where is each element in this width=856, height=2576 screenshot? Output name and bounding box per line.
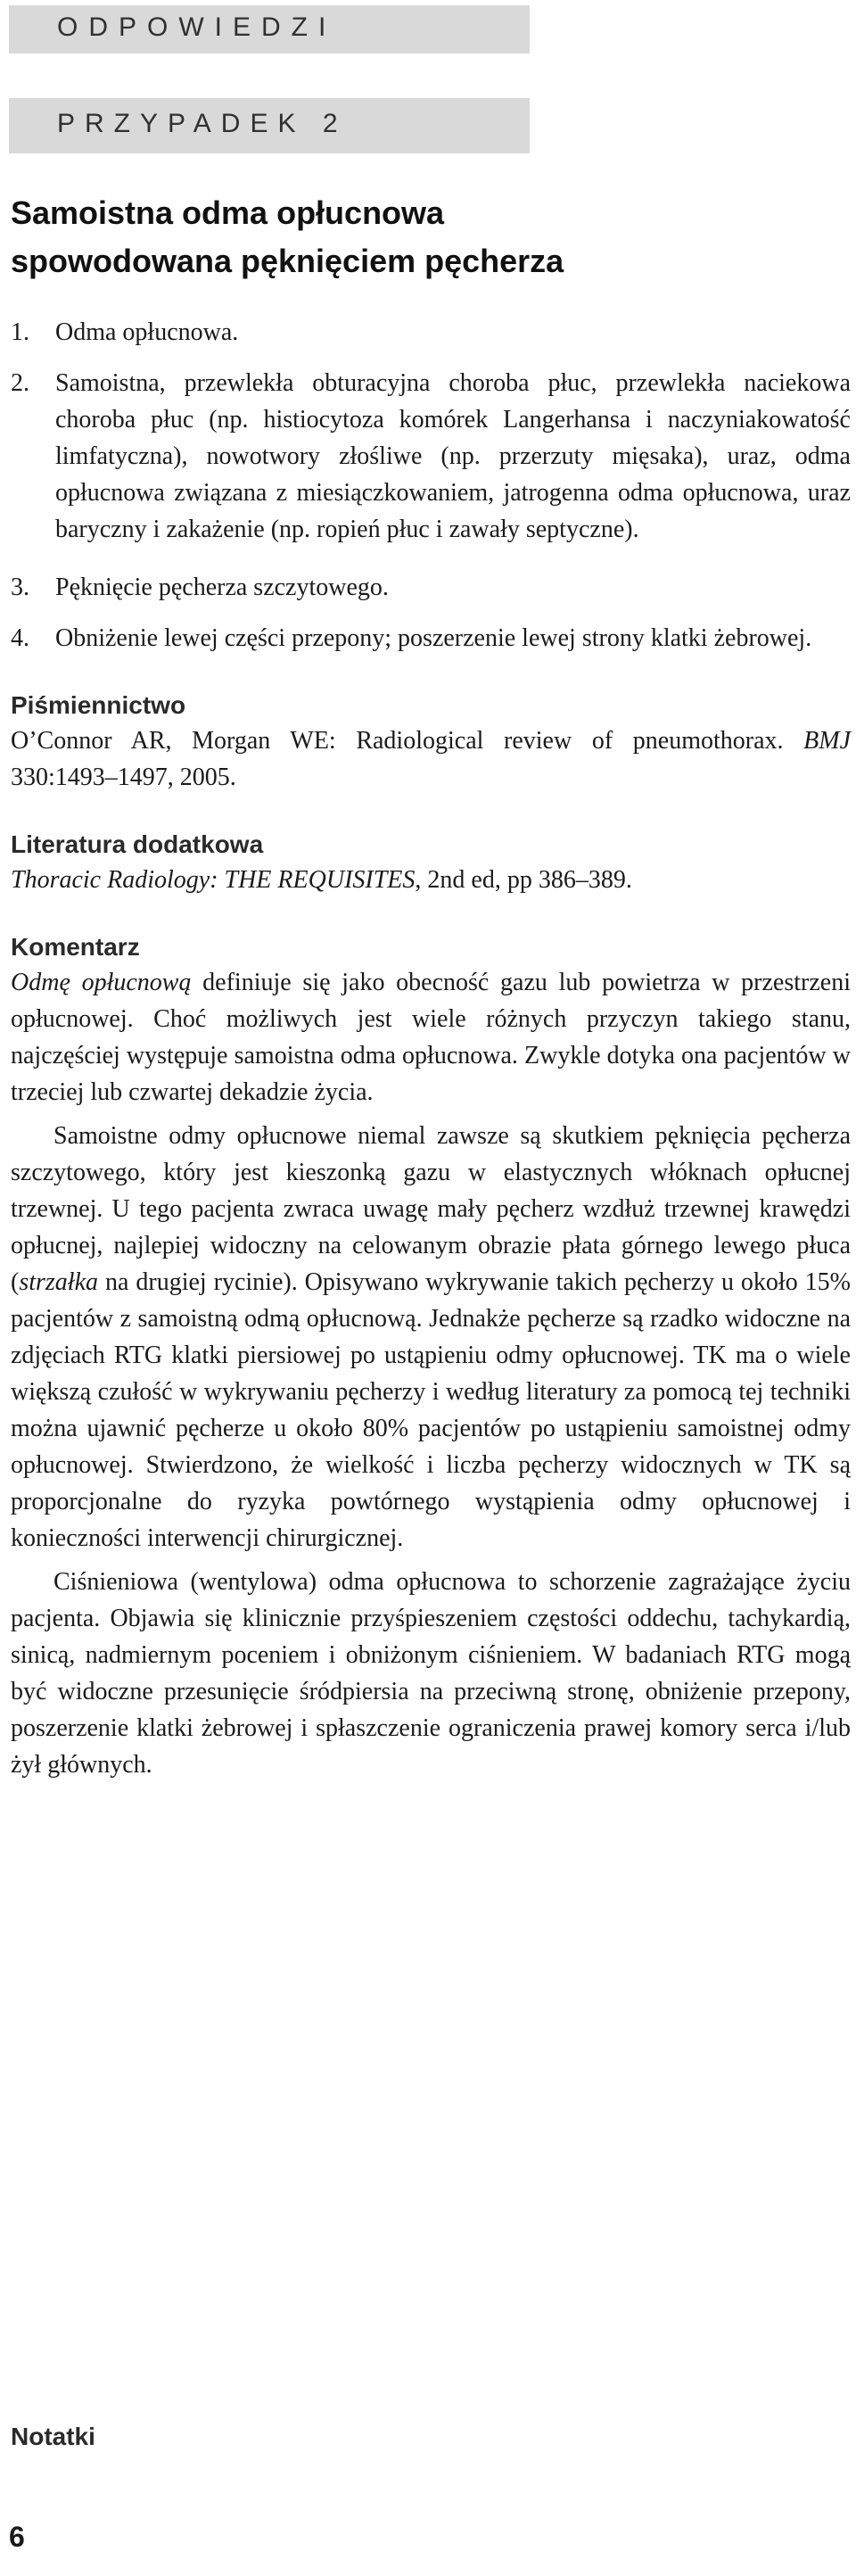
commentary-text: na drugiej rycinie). Opisywano wykrywanie takich pęcherzy u około 15% pacjentów z samoistną odmą opłucnową. Jednakże pęcherze są rzadko widoczne na zdjęciach RTG klatki piersiowej po ustąpieniu odmy opłucnowej. TK ma o wiele większą czułość w wykrywaniu pęcherzy i według literatury za pomocą tej techniki można ujawnić pęcherze u około 80% pacjentów po ustąpieniu samoistnej odmy opłucnowej. Stwierdzono, że wielkość i liczba pęcherzy widocznych w TK są proporcjonalne do ryzyka powtórnego wystąpienia odmy opłucnowej i konieczności interwencji chirurgicznej.: [11, 1268, 851, 1552]
commentary-arrow-term: strzałka: [19, 1268, 99, 1296]
reference-text: O’Connor AR, Morgan WE: Radiological review of pneumothorax.: [11, 727, 804, 755]
title-line-1: Samoistna odma opłucnowa: [11, 194, 445, 231]
answer-number: 3.: [11, 574, 29, 601]
notes-heading: Notatki: [11, 2423, 95, 2450]
commentary-paragraph-3: Ciśnieniowa (wentylowa) odma opłucnowa to schorzenie zagrażające życiu pacjenta. Objawia się klinicznie przyśpieszeniem częstości oddechu, tachykardią, sinicą, nadmiernym poceniem i obniżonym ciśnieniem. W badaniach RTG mogą być widoczne przesunięcie śródpiersia na przeciwną stronę, obniżenie przepony, poszerzenie klatki żebrowej i spłaszczenie ograniczenia prawej komory serca i/lub żył głównych.: [11, 1568, 851, 1779]
reference-citation: 330:1493–1497, 2005.: [11, 764, 236, 791]
further-reading-details: , 2nd ed, pp 386–389.: [415, 866, 632, 894]
page-number: 6: [9, 2521, 25, 2553]
section-header-bar: [9, 5, 530, 54]
further-reading-body: [11, 862, 851, 898]
references-body: [11, 722, 851, 796]
answer-text: Samoistna, przewlekła obturacyjna choroba płuc, przewlekła naciekowa choroba płuc (np. histiocytoza komórek Langerhansa i naczyniakowatość limfatyczna), nowotwory złośliwe (np. przerzuty mięsaka), uraz, odma opłucnowa związana z miesiączkowaniem, jatrogenna odma opłucnowa, uraz baryczny i zakażenie (np. ropień płuc i zawały septyczne).: [55, 369, 851, 543]
commentary-text: Samoistne odmy opłucnowe niemal zawsze są skutkiem pęknięcia pęcherza szczytowego, który jest kieszonką gazu w elastycznych włóknach opłucnej trzewnej. U tego pacjenta zwraca uwagę mały pęcherz wzdłuż trzewnej krawędzi opłucnej, najlepiej widoczny na celowanym obrazie płata górnego lewego płuca (: [11, 1122, 851, 1296]
commentary-text: definiuje się jako obecność gazu lub powietrza w przestrzeni opłucnowej. Choć możliwych jest wiele różnych przyczyn takiego stanu, najczęściej występuje samoistna odma opłucnowa. Zwykle dotyka ona pacjentów w trzeciej lub czwartej dekadzie życia.: [11, 969, 851, 1106]
answer-number: 4.: [11, 624, 29, 652]
commentary-paragraph-2: [11, 1118, 851, 1556]
commentary-paragraph-1: [11, 964, 851, 1110]
answer-item: [11, 569, 851, 606]
case-header-bar: [9, 98, 530, 153]
answer-item: [11, 365, 851, 548]
further-reading-heading: Literatura dodatkowa: [11, 830, 264, 858]
reference-journal: BMJ: [803, 727, 851, 755]
case-header-label: PRZYPADEK 2: [57, 109, 348, 138]
answer-text: Pęknięcie pęcherza szczytowego.: [55, 574, 389, 601]
answer-number: 2.: [11, 369, 29, 397]
further-reading-book: Thoracic Radiology: THE REQUISITES: [11, 866, 416, 894]
answer-number: 1.: [11, 318, 29, 346]
section-header-label: ODPOWIEDZI: [57, 12, 337, 42]
answer-text: Obniżenie lewej części przepony; poszerzenie lewej strony klatki żebrowej.: [55, 624, 812, 652]
main-content: [11, 314, 851, 1783]
title-line-2: spowodowana pęknięciem pęcherza: [11, 243, 564, 279]
answer-item: [11, 314, 851, 351]
answer-item: [11, 620, 851, 656]
references-heading: Piśmiennictwo: [11, 691, 186, 719]
answer-text: Odma opłucnowa.: [55, 318, 239, 346]
page-title: [11, 189, 813, 285]
commentary-term: Odmę opłucnową: [11, 969, 192, 996]
commentary-heading: Komentarz: [11, 933, 140, 961]
